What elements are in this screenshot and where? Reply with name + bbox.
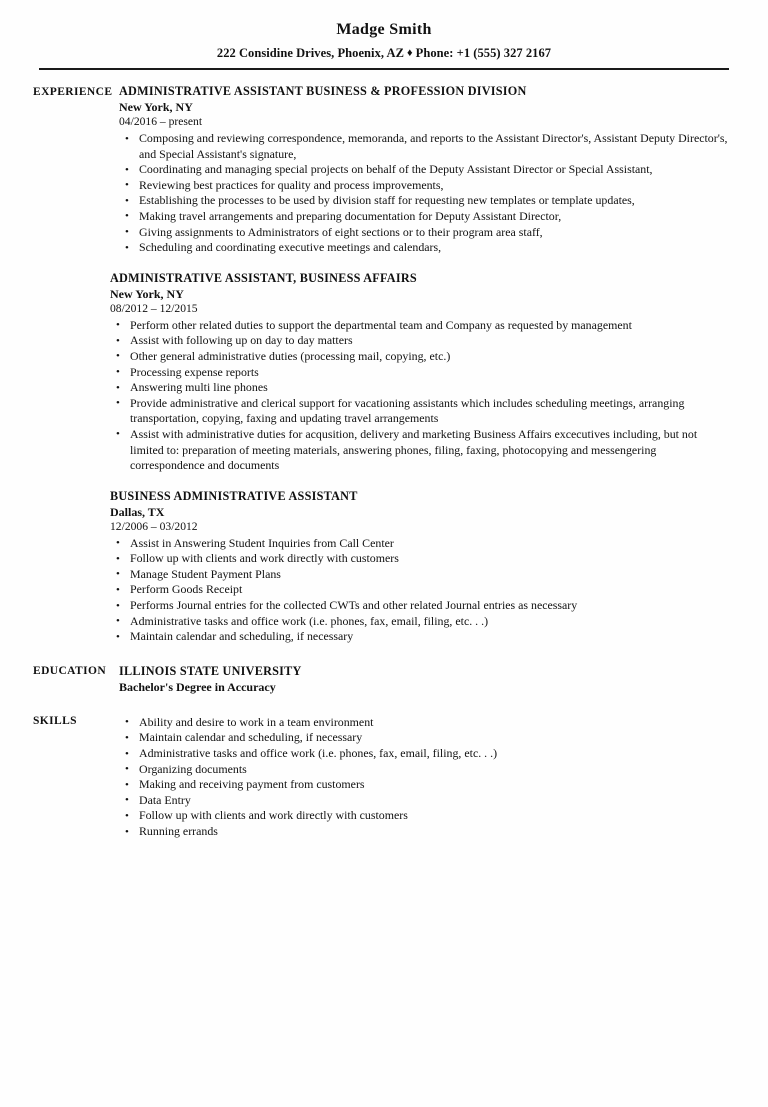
list-item: • Answering multi line phones [110,380,732,396]
education-entries [110,663,768,695]
job-dates: 08/2012 – 12/2015 [110,301,198,315]
list-item: • Perform other related duties to support the departmental team and Company as requested by management [110,318,732,334]
list-item: • Other general administrative duties (processing mail, copying, etc.) [110,349,732,365]
job-location: Dallas, TX [110,504,165,519]
education-degree: Bachelor's Degree in Accuracy [119,679,276,694]
list-item: • Assist with administrative duties for acqusition, delivery and marketing Business Affairs excecutives including, but not limited to: preparation of meeting materials, answering phones, filing, faxing, photocopying and messengering correspondence and documents [110,427,732,474]
list-item: • Administrative tasks and office work (i.e. phones, fax, email, filing, etc. . .) [110,614,732,630]
list-item: • Reviewing best practices for quality and process improvements, [119,178,732,194]
job-location: New York, NY [110,286,184,301]
list-item: • Perform Goods Receipt [110,582,732,598]
list-item: • Follow up with clients and work directly with customers [119,808,732,824]
section-label-skills: SKILLS [33,714,77,727]
section-education [0,663,768,695]
resume-header [0,0,768,70]
list-item: • Maintain calendar and scheduling, if necessary [119,730,732,746]
job-title: BUSINESS ADMINISTRATIVE ASSISTANT [110,488,358,503]
contact-line [0,44,768,62]
list-item: • Organizing documents [119,762,732,778]
section-label-experience: EXPERIENCE [33,86,113,98]
list-item: • Follow up with clients and work directly with customers [110,551,732,567]
candidate-address: 222 Considine Drives, Phoenix, AZ [216,46,404,60]
job-title: ADMINISTRATIVE ASSISTANT, BUSINESS AFFAIRS [110,270,417,285]
list-item: • Composing and reviewing correspondence, memoranda, and reports to the Assistant Director's, Assistant Deputy Director's, and Special Assistant's signature, [119,131,732,162]
section-spacer [0,645,768,663]
list-item: • Establishing the processes to be used by division staff for requesting new templates or template updates, [119,193,732,209]
list-item: • Administrative tasks and office work (i.e. phones, fax, email, filing, etc. . .) [119,746,732,762]
list-item: • Assist with following up on day to day matters [110,333,732,349]
list-item: • Provide administrative and clerical support for vacationing assistants which includes scheduling meetings, arranging transportation, copying, faxing and updating travel arrangements [110,396,732,427]
section-label-education: EDUCATION [33,664,107,677]
candidate-phone: Phone: +1 (555) 327 2167 [415,46,552,60]
job-dates: 12/2006 – 03/2012 [110,519,198,533]
experience-entry [110,271,732,474]
skills-entries [110,713,768,840]
education-school: ILLINOIS STATE UNIVERSITY [119,663,302,678]
experience-entry [110,489,732,645]
list-item: • Data Entry [119,793,732,809]
diamond-separator-icon: ♦ [407,47,413,59]
list-item: • Making and receiving payment from customers [119,777,732,793]
job-bullet-list [119,131,732,256]
list-item: • Scheduling and coordinating executive meetings and calendars, [119,240,732,256]
list-item: • Maintain calendar and scheduling, if necessary [110,629,732,645]
job-dates: 04/2016 – present [119,115,203,128]
candidate-name: Madge Smith [336,21,432,38]
education-entry [110,663,732,695]
entry-spacer [110,474,732,489]
section-skills [0,713,768,840]
list-item: • Assist in Answering Student Inquiries from Call Center [110,536,732,552]
section-experience [0,84,768,645]
job-location: New York, NY [119,100,193,114]
section-spacer [0,695,768,713]
list-item: • Ability and desire to work in a team environment [119,715,732,731]
job-title: ADMINISTRATIVE ASSISTANT BUSINESS & PROFESSION DIVISION [119,84,527,98]
skills-bullet-list [119,715,732,840]
skills-entry [110,715,732,840]
job-bullet-list [110,318,732,474]
resume-body [0,70,768,840]
list-item: • Performs Journal entries for the collected CWTs and other related Journal entries as necessary [110,598,732,614]
list-item: • Coordinating and managing special projects on behalf of the Deputy Assistant Director or Special Assistant, [119,162,732,178]
list-item: • Making travel arrangements and preparing documentation for Deputy Assistant Director, [119,209,732,225]
entry-spacer [110,256,732,271]
list-item: • Giving assignments to Administrators of eight sections or to their program area staff, [119,225,732,241]
experience-entry [110,84,732,256]
experience-entries [110,84,768,645]
list-item: • Manage Student Payment Plans [110,567,732,583]
list-item: • Processing expense reports [110,365,732,381]
list-item: • Running errands [119,824,732,840]
job-bullet-list [110,536,732,645]
